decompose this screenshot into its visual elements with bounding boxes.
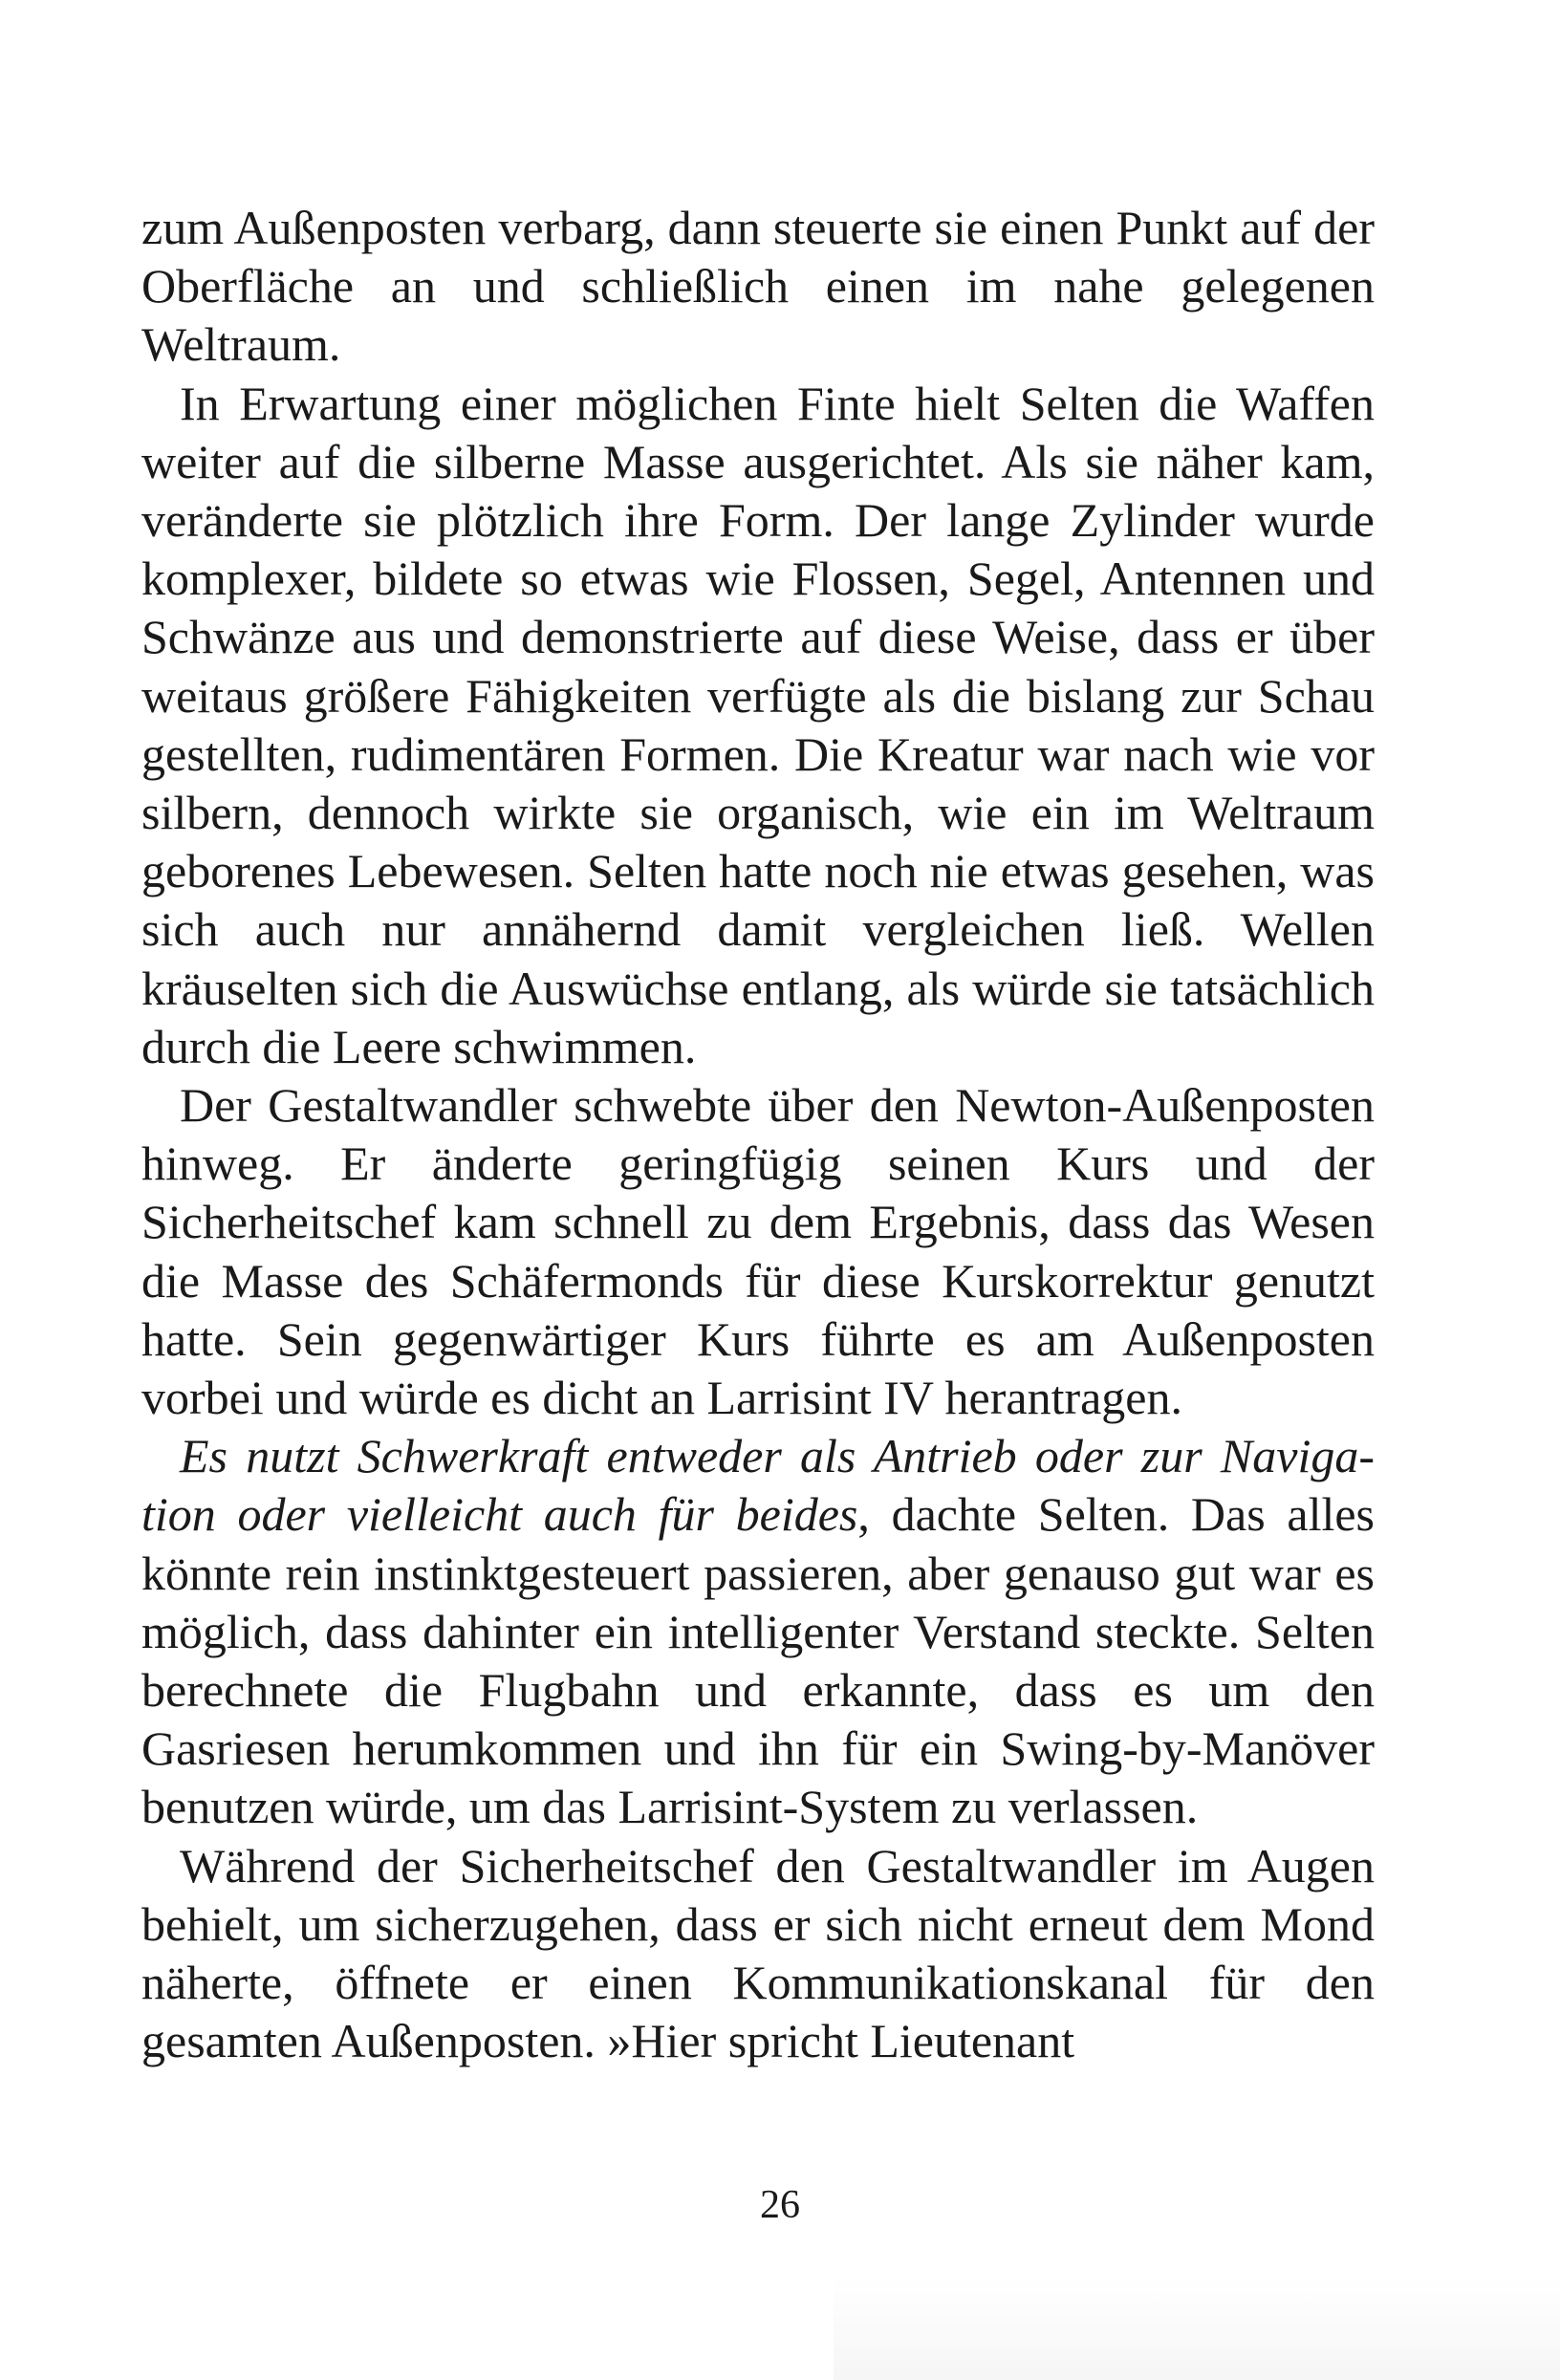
paragraph (141, 1837, 1375, 2071)
paragraph-text: zum Außenposten verbarg, dann steuerte sie einen Punkt auf der Oberfläche an und schließlich einen im nahe gelegenen Weltraum. (141, 201, 1375, 372)
paragraph-text: Der Gestaltwandler schwebte über den Newton-Außenposten hinweg. Er änderte geringfügig seinen Kurs und der Sicherheitschef kam schnell zu dem Ergebnis, dass das Wesen die Masse des Schäfermonds für diese Kurskorrektur genutzt hatte. Sein gegenwärtiger Kurs führte es am Außenposten vorbei und würde es dicht an Larrisint IV herantragen. (141, 1078, 1375, 1425)
paragraph-text: , dachte Selten. Das alles könnte rein instinktgesteuert passieren, aber genauso gut war es möglich, dass dahinter ein intelligenter Verstand steckte. Selten berechnete die Flugbahn und erkannte, dass es um den Gasriesen herumkommen und ihn für ein Swing-by-Manöver benutzen würde, um das Larrisint-System zu verlassen. (141, 1487, 1375, 1834)
paragraph (141, 375, 1375, 1076)
italic-thought-text: Es nutzt Schwerkraft entweder als Antrieb oder zur Navigation oder vielleicht auch für beides (141, 1429, 1375, 1542)
page-number: 26 (760, 2183, 800, 2227)
paragraph (141, 1076, 1375, 1427)
paragraph-text: Während der Sicherheitschef den Gestaltwandler im Augen behielt, um sicherzugehen, dass er sich nicht erneut dem Mond näherte, öffnete er einen Kommunikationskanal für den gesamten Außenposten. »Hier spricht Lieutenant (141, 1838, 1375, 2068)
body-text (141, 199, 1375, 2071)
paragraph-text: In Erwartung einer möglichen Finte hielt Selten die Waffen weiter auf die silberne Masse ausgerichtet. Als sie näher kam, veränderte sie plötzlich ihre Form. Der lange Zylinder wurde komplexer, bildete so etwas wie Flossen, Segel, Antennen und Schwänze aus und demonstrierte auf diese Weise, dass er über weitaus größere Fähigkeiten verfügte als die bislang zur Schau gestellten, rudimentären Formen. Die Kreatur war nach wie vor silbern, dennoch wirkte sie organisch, wie ein im Weltraum geborenes Lebewesen. Selten hatte noch nie etwas gesehen, was sich auch nur annähernd damit vergleichen ließ. Wellen kräuselten sich die Auswüchse entlang, als würde sie tatsächlich durch die Leere schwimmen. (141, 376, 1375, 1073)
paragraph (141, 1427, 1375, 1836)
paragraph (141, 199, 1375, 375)
page-shadow (834, 2275, 1560, 2380)
